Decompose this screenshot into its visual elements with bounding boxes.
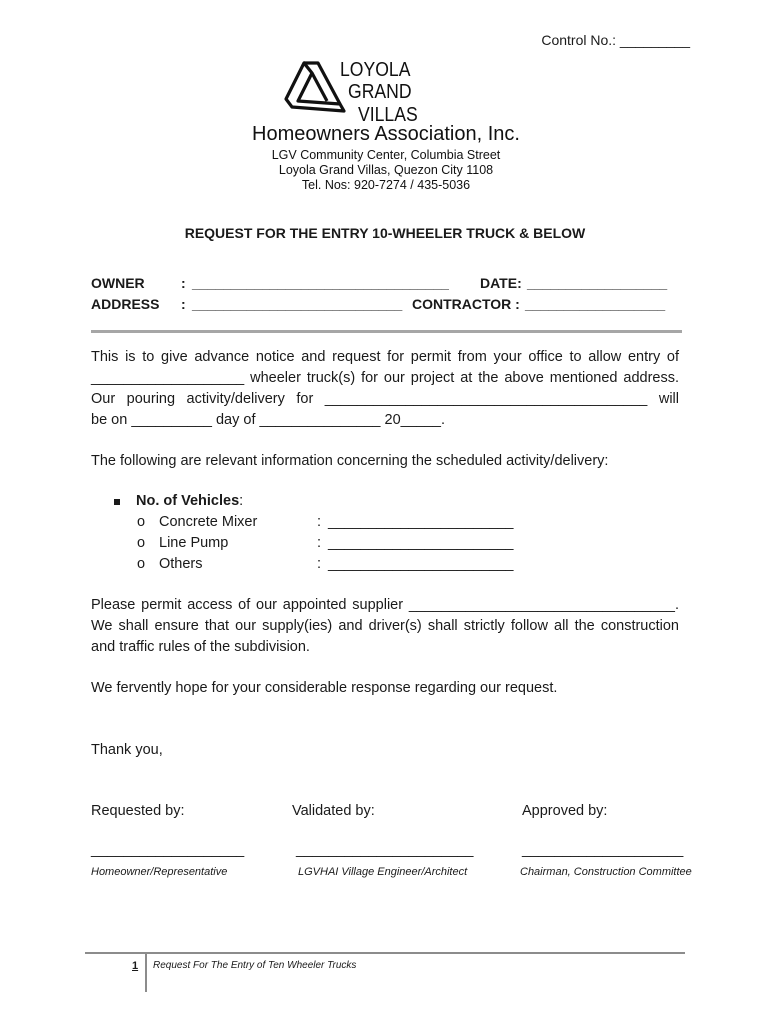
intro-line: ___________________ wheeler truck(s) for our project at the above mentioned address.	[91, 370, 679, 386]
footer-divider	[85, 952, 685, 954]
date-label: DATE:	[480, 275, 522, 291]
vehicle-count-blank: _______________________	[328, 514, 514, 530]
address-line-center: LGV Community Center, Columbia Street	[271, 148, 501, 162]
address-blank: ___________________________	[192, 296, 403, 312]
logo-word-villas: VILLAS	[358, 104, 418, 126]
intro-line: Our pouring activity/delivery for ________________________________________ will	[91, 391, 679, 407]
info-intro-text: The following are relevant information concerning the scheduled activity/delivery:	[91, 453, 609, 469]
vehicle-count-blank: _______________________	[328, 556, 514, 572]
address-line-city: Loyola Grand Villas, Quezon City 1108	[278, 163, 494, 177]
closing-text: We fervently hope for your considerable response regarding our request.	[91, 680, 558, 696]
signatory-role: Chairman, Construction Committee	[520, 866, 692, 878]
contractor-blank: __________________	[525, 296, 666, 312]
signatory-role: Homeowner/Representative	[91, 866, 228, 878]
signatory-approved	[522, 801, 692, 879]
supplier-line: and traffic rules of the subdivision.	[91, 639, 310, 655]
vehicle-row-concrete-mixer	[0, 512, 770, 533]
thanks-text: Thank you,	[91, 742, 163, 758]
address-colon: :	[181, 296, 186, 312]
intro-line: This is to give advance notice and request for permit from your office to allow entry of	[91, 349, 679, 365]
owner-colon: :	[181, 275, 186, 291]
vehicle-colon: :	[317, 514, 322, 530]
header-divider	[91, 330, 682, 333]
vehicle-row-line-pump	[0, 533, 770, 554]
supplier-line: We shall ensure that our supply(ies) and driver(s) shall strictly follow all the construction	[91, 618, 679, 634]
info-intro	[91, 451, 679, 472]
page-number: 1	[132, 960, 139, 972]
owner-blank: _________________________________	[192, 275, 449, 291]
vehicle-row-others	[0, 554, 770, 575]
letterhead-address	[186, 148, 586, 193]
sub-bullet-marker: o	[137, 556, 146, 572]
vehicle-type-label: Others	[159, 556, 203, 572]
signatory-heading: Requested by:	[91, 803, 185, 819]
document-title: REQUEST FOR THE ENTRY 10-WHEELER TRUCK & BELOW	[184, 225, 586, 241]
control-number	[541, 30, 690, 50]
contractor-label: CONTRACTOR :	[412, 296, 520, 312]
date-blank: __________________	[527, 275, 668, 291]
address-label: ADDRESS	[91, 296, 160, 312]
signatory-validated	[292, 801, 473, 879]
owner-label: OWNER	[91, 275, 145, 291]
signature-line: ___________________	[91, 842, 245, 858]
organization-name: Homeowners Association, Inc.	[252, 123, 520, 145]
signatory-heading: Approved by:	[522, 803, 608, 819]
vehicle-type-label: Concrete Mixer	[159, 514, 258, 530]
vehicles-heading-colon: :	[239, 493, 244, 509]
control-number-label: Control No.:	[541, 32, 617, 48]
closing-paragraph	[91, 678, 679, 699]
intro-paragraph	[91, 347, 679, 431]
signature-line: ______________________	[296, 842, 474, 858]
control-number-blank: _________	[619, 32, 690, 48]
footer-vertical-divider	[145, 952, 147, 992]
signatory-heading: Validated by:	[292, 803, 375, 819]
vehicle-colon: :	[317, 535, 322, 551]
running-title: Request For The Entry of Ten Wheeler Trucks	[153, 960, 357, 971]
logo-word-grand: GRAND	[348, 81, 412, 103]
supplier-paragraph	[91, 595, 679, 658]
logo-word-loyola: LOYOLA	[340, 59, 411, 81]
lgv-triangle-logo-icon	[283, 60, 347, 116]
sub-bullet-marker: o	[137, 535, 146, 551]
supplier-line: Please permit access of our appointed supplier _________________________________.	[91, 597, 679, 613]
vehicle-count-blank: _______________________	[328, 535, 514, 551]
address-line-phone: Tel. Nos: 920-7274 / 435-5036	[301, 178, 471, 192]
signature-line: ____________________	[522, 842, 684, 858]
vehicle-type-label: Line Pump	[159, 535, 229, 551]
vehicles-heading	[136, 491, 243, 512]
sub-bullet-marker: o	[137, 514, 146, 530]
signatory-role: LGVHAI Village Engineer/Architect	[298, 866, 468, 878]
signatory-requested	[91, 801, 244, 879]
thanks-line	[91, 740, 679, 761]
vehicles-heading-label: No. of Vehicles	[136, 493, 240, 509]
square-bullet-icon	[114, 499, 120, 505]
vehicles-heading-row	[0, 491, 770, 512]
intro-line: be on __________ day of _______________ 20_____.	[91, 412, 445, 428]
vehicle-colon: :	[317, 556, 322, 572]
